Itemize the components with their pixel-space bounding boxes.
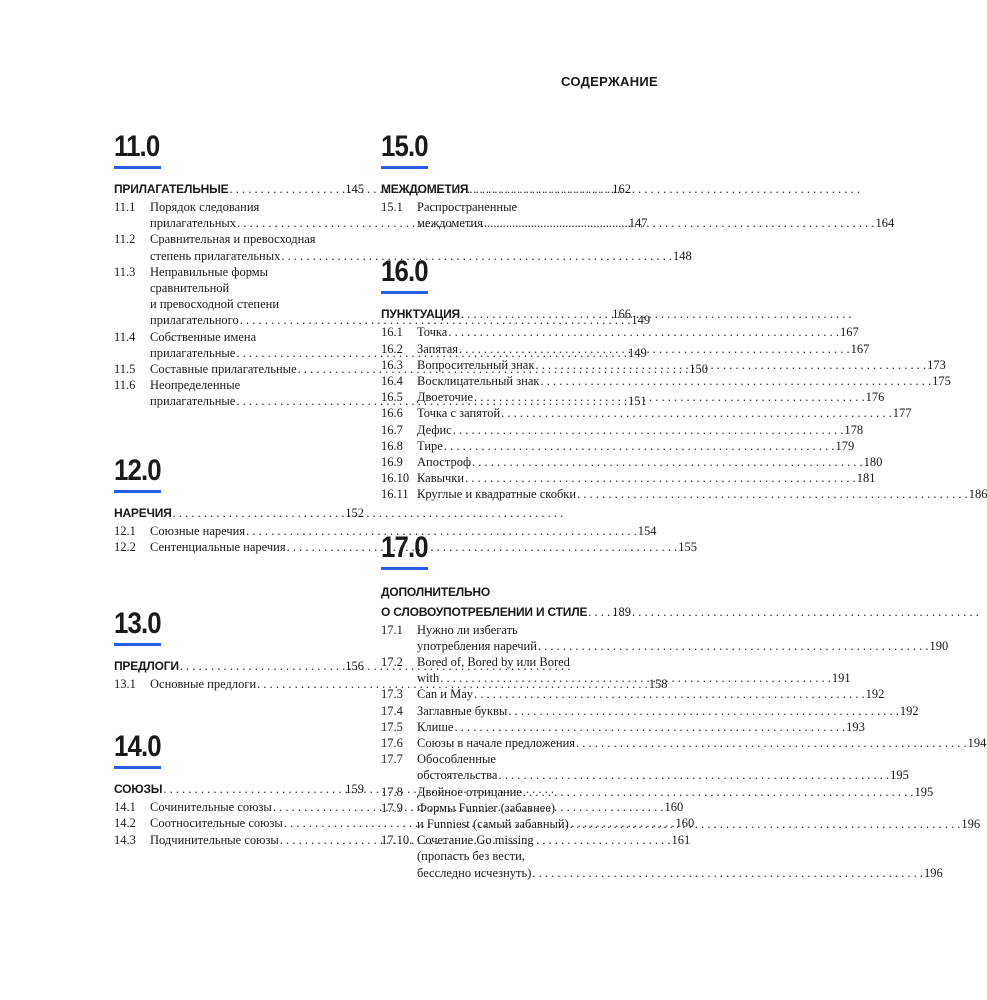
entry-page-number: 191: [831, 671, 851, 686]
entry-body: [417, 703, 919, 719]
entry-title: Сочинительные союзы: [150, 800, 272, 815]
entry-line: [417, 486, 987, 502]
entry-page-number: 193: [846, 719, 865, 734]
entry-title: Неопределенные: [150, 378, 241, 393]
entry-body: [417, 199, 894, 231]
entry-title: Вопросительный знак: [417, 357, 535, 372]
section-number: 12.0: [114, 453, 161, 487]
entry-title: Порядок следования: [150, 200, 260, 214]
entry-title: Распространенные: [417, 200, 518, 214]
toc-entry[interactable]: [381, 719, 865, 735]
dot-leader: [501, 405, 892, 421]
section-accent-bar: [381, 567, 428, 570]
entry-page-number: 149: [627, 345, 647, 360]
dot-leader: [508, 703, 899, 719]
entry-title: with: [417, 671, 440, 686]
entry-line: [417, 470, 875, 486]
entry-line: [417, 848, 943, 864]
dot-leader: [440, 670, 831, 686]
entry-title: Обособленные: [417, 752, 496, 767]
entry-line: [417, 199, 894, 215]
entry-title: Апостроф: [417, 455, 472, 470]
entry-line: [417, 454, 882, 470]
section-page-number: 159: [345, 782, 364, 797]
toc-entry[interactable]: [381, 751, 909, 783]
entry-page-number: 186: [968, 487, 987, 502]
toc-entry[interactable]: [381, 784, 934, 800]
entry-title: Союзы в начале предложения: [417, 736, 576, 751]
entry-title: прилагательного: [150, 313, 239, 328]
entry-title: Сравнительная и превосходная: [150, 232, 316, 247]
entry-number: 11.4: [114, 329, 136, 344]
entry-title: Тире: [417, 438, 443, 453]
section-page-number: 189: [612, 604, 631, 619]
entry-page-number: 147: [628, 216, 648, 231]
dot-leader: [459, 341, 850, 357]
entry-title: Двойное отрицание: [417, 784, 522, 799]
entry-number: 16.8: [381, 438, 403, 453]
entry-number: 16.2: [381, 341, 403, 356]
section-number: 17.0: [381, 530, 428, 564]
entry-page-number: 161: [671, 832, 691, 847]
entry-page-number: 181: [856, 471, 876, 486]
toc-entry[interactable]: [381, 703, 919, 719]
section-title-row[interactable]: [381, 603, 631, 621]
entry-body: [417, 784, 933, 800]
page-header: СОДЕРЖАНИЕ: [561, 74, 658, 89]
entry-line: [417, 389, 884, 405]
entry-title: прилагательных: [150, 216, 237, 231]
entry-page-number: 148: [673, 248, 692, 263]
section-page-number: 152: [345, 505, 364, 520]
entry-body: [417, 405, 912, 421]
entry-page-number: 195: [890, 768, 909, 783]
entry-page-number: 196: [924, 865, 943, 880]
entry-title: Сентенциальные наречия: [150, 539, 286, 554]
entry-title: Bored of, Bored by или Bored: [417, 655, 570, 670]
toc-entry[interactable]: [381, 454, 883, 470]
toc-entry[interactable]: [381, 324, 859, 340]
entry-line: [417, 703, 919, 719]
entry-line: [417, 865, 943, 881]
entry-number: 17.7: [381, 752, 403, 767]
entry-title: прилагательные: [150, 394, 236, 409]
section-page-number: 162: [612, 182, 631, 196]
section-title: ПРЕДЛОГИ: [114, 659, 179, 674]
section-accent-bar: [114, 166, 161, 169]
section-page-number: 166: [612, 307, 631, 322]
entry-number: 16.7: [381, 422, 403, 437]
entry-title: Сочетание Go missing: [417, 833, 534, 848]
dot-leader: [474, 686, 865, 702]
entry-line: [417, 767, 909, 783]
section-title-row[interactable]: [381, 305, 631, 323]
entry-title: и Funniest (самый забавный): [417, 817, 569, 832]
entry-title: Союзные наречия: [150, 523, 246, 538]
entry-number: 11.1: [114, 200, 136, 214]
entry-number: 16.1: [381, 325, 403, 340]
dot-leader: [576, 735, 967, 751]
entry-title: (пропасть без вести,: [417, 849, 525, 864]
dot-leader: [484, 215, 875, 231]
dot-leader: [448, 324, 839, 340]
entry-body: [417, 357, 946, 373]
entry-page-number: 164: [875, 216, 895, 231]
entry-line: [417, 622, 948, 638]
entry-line: [417, 357, 946, 373]
entry-number: 17.10.: [381, 833, 413, 848]
section-title-row[interactable]: [114, 780, 364, 798]
entry-number: 14.1: [114, 800, 136, 815]
entry-number: 15.1: [381, 200, 403, 214]
section-accent-bar: [381, 291, 428, 294]
entry-title: Точка с запятой: [417, 406, 501, 421]
entry-line: [417, 670, 851, 686]
section-accent-bar: [114, 490, 161, 493]
toc-entry[interactable]: [381, 622, 949, 654]
entry-body: [417, 324, 859, 340]
entry-line: [417, 832, 943, 848]
section-title: МЕЖДОМЕТИЯ: [381, 182, 469, 196]
toc-entry[interactable]: [381, 686, 885, 702]
entry-page-number: 180: [863, 455, 883, 470]
entry-page-number: 177: [892, 406, 912, 421]
entry-title: употребления наречий: [417, 638, 537, 653]
entry-line: [417, 800, 980, 816]
entry-title: междометия: [417, 216, 483, 231]
entry-page-number: 196: [961, 817, 981, 832]
entry-title: степень прилагательных: [150, 248, 281, 263]
section-title-line: ДОПОЛНИТЕЛЬНО: [381, 584, 491, 599]
entry-number: 17.9: [381, 800, 403, 815]
entry-number: 11.2: [114, 232, 136, 247]
entry-line: [417, 373, 951, 389]
entry-body: [417, 800, 980, 832]
dot-leader: [472, 454, 863, 470]
dot-leader: [535, 357, 926, 373]
entry-title: Двоеточие: [417, 390, 474, 405]
section-title-row[interactable]: [114, 180, 364, 198]
entry-line: [417, 735, 986, 751]
entry-body: [417, 389, 884, 405]
entry-title: Собственные имена: [150, 329, 257, 344]
entry-body: [417, 486, 987, 502]
entry-number: 12.2: [114, 539, 136, 554]
entry-number: 16.10: [381, 471, 410, 486]
dot-leader: [588, 604, 611, 620]
entry-page-number: 194: [967, 736, 987, 751]
entry-line: [417, 324, 859, 340]
entry-body: [417, 735, 986, 751]
entry-body: [417, 341, 869, 357]
section-number: 14.0: [114, 730, 161, 764]
entry-body: [417, 686, 884, 702]
dot-leader: [538, 638, 929, 654]
dot-leader: [540, 373, 931, 389]
entry-number: 17.6: [381, 736, 403, 751]
toc-entry[interactable]: [381, 438, 855, 454]
toc-entry[interactable]: [381, 405, 912, 421]
entry-number: 16.5: [381, 390, 403, 405]
entry-page-number: 154: [637, 523, 657, 538]
dot-leader: [229, 181, 344, 197]
entry-page-number: 158: [648, 677, 668, 692]
entry-title: Кавычки: [417, 471, 465, 486]
entry-title: Неправильные формы: [150, 264, 269, 279]
entry-page-number: 150: [689, 362, 708, 377]
entry-body: [417, 422, 863, 438]
entry-page-number: 160: [664, 800, 684, 815]
entry-line: [417, 686, 884, 702]
entry-title: Дефис: [417, 422, 452, 437]
entry-number: 16.6: [381, 406, 403, 421]
entry-line: [417, 784, 933, 800]
dot-leader: [523, 784, 914, 800]
toc-entry[interactable]: [114, 539, 697, 555]
entry-page-number: 192: [865, 687, 885, 702]
entry-page-number: 173: [927, 357, 946, 372]
toc-entry[interactable]: [381, 735, 987, 751]
dot-leader: [454, 719, 845, 735]
entry-title: Клише: [417, 719, 454, 734]
entry-number: 17.3: [381, 687, 403, 702]
entry-line: [417, 341, 869, 357]
toc-entry[interactable]: [114, 231, 692, 263]
entry-line: [417, 719, 865, 735]
entry-title: Подчинительные союзы: [150, 832, 279, 847]
entry-title: Точка: [417, 325, 448, 340]
entry-line: [417, 816, 980, 832]
dot-leader: [173, 505, 345, 521]
entry-number: 13.1: [114, 677, 136, 692]
entry-title: бесследно исчезнуть): [417, 865, 532, 880]
entry-page-number: 190: [929, 638, 949, 653]
section-number: 15.0: [381, 130, 428, 163]
entry-page-number: 149: [631, 313, 651, 328]
section-title: О СЛОВОУПОТРЕБЛЕНИИ И СТИЛЕ: [381, 604, 588, 619]
dot-leader: [180, 658, 344, 674]
section-accent-bar: [381, 166, 428, 169]
entry-body: [417, 470, 875, 486]
entry-page-number: 167: [850, 341, 870, 356]
entry-number: 16.11: [381, 487, 409, 502]
section-accent-bar: [114, 766, 161, 769]
section-title: НАРЕЧИЯ: [114, 505, 172, 520]
entry-number: 17.8: [381, 784, 403, 799]
entry-title: и превосходной степени: [150, 297, 280, 312]
entry-page-number: 175: [932, 374, 951, 389]
entry-line: [417, 405, 912, 421]
dot-leader: [474, 389, 865, 405]
entry-line: [417, 438, 854, 454]
dot-leader: [444, 438, 835, 454]
entry-title: Формы Funnier (забавнее): [417, 800, 556, 815]
entry-body: [417, 438, 854, 454]
dot-leader: [163, 781, 344, 797]
entry-body: [417, 454, 882, 470]
entry-title: сравнительной: [150, 281, 230, 296]
entry-title: Запятая: [417, 341, 458, 356]
dot-leader: [498, 767, 889, 783]
section-number: 13.0: [114, 607, 161, 641]
entry-number: 16.9: [381, 455, 403, 470]
dot-leader: [532, 865, 923, 881]
dot-leader: [461, 306, 611, 322]
section-title: СОЮЗЫ: [114, 782, 163, 797]
entry-number: 14.2: [114, 816, 136, 831]
entry-page-number: 179: [835, 438, 855, 453]
entry-body: [417, 622, 948, 654]
toc-entry[interactable]: [381, 373, 951, 389]
entry-body: [417, 832, 943, 881]
entry-page-number: 176: [865, 390, 885, 405]
section-accent-bar: [114, 643, 161, 646]
entry-page-number: 160: [675, 816, 695, 831]
section-page-number: 145: [345, 182, 364, 196]
entry-number: 17.2: [381, 655, 403, 670]
entry-number: 11.5: [114, 362, 136, 377]
section-number: 16.0: [381, 255, 428, 289]
entry-page-number: 178: [844, 422, 864, 437]
entry-number: 14.3: [114, 832, 136, 847]
entry-title: Соотносительные союзы: [150, 816, 283, 831]
section-title: ПУНКТУАЦИЯ: [381, 307, 460, 322]
section-number: 11.0: [114, 130, 160, 163]
entry-number: 12.1: [114, 523, 136, 538]
entry-title: Основные предлоги: [150, 677, 257, 692]
entry-line: [417, 422, 863, 438]
entry-title: обстоятельства: [417, 768, 498, 783]
toc-entry[interactable]: [114, 523, 657, 539]
toc-entry[interactable]: [381, 422, 864, 438]
entry-body: [417, 719, 865, 735]
entry-page-number: 151: [627, 394, 647, 409]
entry-page-number: 167: [839, 325, 859, 340]
dot-leader: [453, 422, 844, 438]
entry-line: [417, 654, 851, 670]
entry-number: 11.3: [114, 264, 136, 279]
section-title-row[interactable]: [114, 504, 364, 522]
entry-body: [417, 751, 909, 783]
entry-title: Нужно ли избегать: [417, 622, 518, 637]
entry-line: [417, 751, 909, 767]
toc-entry[interactable]: [381, 486, 987, 502]
entry-number: 16.3: [381, 357, 403, 372]
entry-title: прилагательные: [150, 345, 236, 360]
section-title-row[interactable]: [114, 657, 364, 675]
toc-entry[interactable]: [381, 470, 876, 486]
entry-number: 17.1: [381, 622, 403, 637]
dot-leader: [469, 181, 611, 197]
dot-leader: [570, 816, 961, 832]
dot-leader: [577, 486, 968, 502]
entry-title: Заглавные буквы: [417, 703, 508, 718]
entry-number: 17.4: [381, 703, 403, 718]
entry-title: Составные прилагательные: [150, 362, 297, 377]
section-title: ПРИЛАГАТЕЛЬНЫЕ: [114, 182, 229, 196]
dot-leader: [465, 470, 856, 486]
entry-title: Круглые и квадратные скобки: [417, 487, 577, 502]
entry-line: [417, 638, 948, 654]
entry-page-number: 192: [899, 703, 919, 718]
entry-line: [417, 215, 894, 231]
entry-title: Can и May: [417, 687, 473, 702]
entry-body: [417, 654, 851, 686]
entry-number: 17.5: [381, 719, 403, 734]
entry-number: 11.6: [114, 378, 136, 393]
entry-title: Восклицательный знак: [417, 374, 540, 389]
section-title-row[interactable]: [381, 180, 631, 198]
entry-page-number: 195: [914, 784, 934, 799]
entry-body: [417, 373, 951, 389]
entry-page-number: 155: [678, 539, 697, 554]
entry-number: 16.4: [381, 374, 403, 389]
section-page-number: 156: [345, 659, 364, 674]
